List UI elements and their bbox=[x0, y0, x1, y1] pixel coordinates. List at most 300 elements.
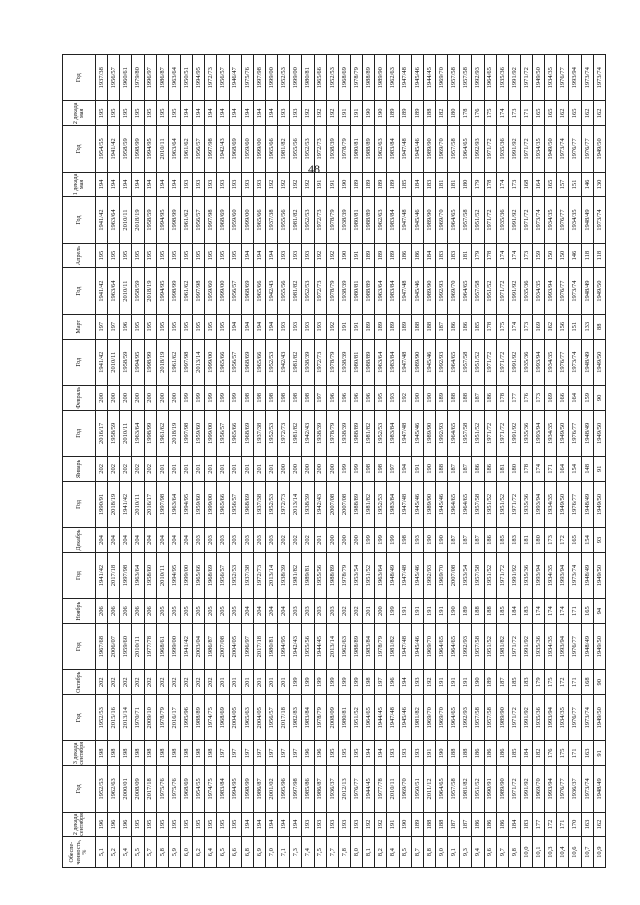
table-cell: 1944/45 bbox=[363, 766, 375, 812]
table-cell: 1961/62 bbox=[156, 410, 168, 456]
table-cell: 2004/05 bbox=[229, 695, 241, 741]
table-cell: 201 bbox=[363, 599, 375, 624]
table-cell: 2017/18 bbox=[278, 695, 290, 741]
table-cell: 1969/70 bbox=[423, 695, 435, 741]
table-cell: 191 bbox=[350, 243, 362, 268]
table-cell: 1985/86 bbox=[302, 766, 314, 812]
table-cell: 1989/81 bbox=[302, 552, 314, 598]
table-cell: 188 bbox=[411, 314, 423, 339]
table-cell: 1949/50 bbox=[593, 268, 605, 314]
table-cell: 194 bbox=[156, 172, 168, 197]
table-cell: 1934/35 bbox=[545, 339, 557, 385]
table-cell: 188 bbox=[435, 812, 447, 837]
table-cell: 182 bbox=[435, 101, 447, 126]
table-cell: 194 bbox=[241, 812, 253, 837]
table-cell: 195 bbox=[96, 101, 108, 126]
table-cell: 193 bbox=[314, 314, 326, 339]
table-cell: 174 bbox=[496, 172, 508, 197]
table-row bbox=[520, 55, 532, 868]
table-cell: 174 bbox=[496, 101, 508, 126]
table-cell: 2016/17 bbox=[168, 695, 180, 741]
table-cell: 6,4 bbox=[205, 837, 217, 868]
table-cell: 200 bbox=[338, 528, 350, 553]
table-cell: 1971/72 bbox=[484, 339, 496, 385]
table-cell: 1959/60 bbox=[241, 126, 253, 172]
table-cell: 165 bbox=[545, 101, 557, 126]
table-row bbox=[326, 55, 338, 868]
table-cell: 1981/82 bbox=[290, 410, 302, 456]
table-cell: 1949/50 bbox=[545, 126, 557, 172]
table-cell: 199 bbox=[387, 599, 399, 624]
table-cell: 2017/18 bbox=[253, 624, 265, 670]
table-cell: 1995/96 bbox=[278, 766, 290, 812]
table-cell: 1980/81 bbox=[350, 339, 362, 385]
table-cell: 1968/69 bbox=[180, 766, 192, 812]
table-cell: 1981/82 bbox=[460, 766, 472, 812]
table-cell: 186 bbox=[460, 314, 472, 339]
table-cell: 200 bbox=[326, 528, 338, 553]
table-cell: 8,7 bbox=[411, 837, 423, 868]
table-cell: 183 bbox=[520, 812, 532, 837]
table-cell: 1972/73 bbox=[278, 481, 290, 527]
table-cell: 190 bbox=[363, 101, 375, 126]
table-cell: 191 bbox=[338, 101, 350, 126]
table-cell: 165 bbox=[533, 101, 545, 126]
table-cell: 1958/59 bbox=[144, 197, 156, 243]
table-cell: 195 bbox=[375, 385, 387, 410]
table-cell: 2008/09 bbox=[132, 766, 144, 812]
table-cell: 202 bbox=[108, 457, 120, 482]
table-cell: 7,4 bbox=[302, 837, 314, 868]
table-cell: 1952/53 bbox=[96, 695, 108, 741]
table-cell: 1969/70 bbox=[423, 624, 435, 670]
table-cell: 2013/14 bbox=[326, 624, 338, 670]
table-row bbox=[132, 55, 144, 868]
table-cell: 2010/11 bbox=[132, 481, 144, 527]
table-cell: 201 bbox=[168, 457, 180, 482]
table-row bbox=[533, 55, 545, 868]
table-cell: 189 bbox=[387, 314, 399, 339]
table-cell: 187 bbox=[435, 314, 447, 339]
table-cell: 1968/69 bbox=[217, 695, 229, 741]
table-cell: 1988/89 bbox=[326, 552, 338, 598]
table-cell: 1954/55 bbox=[193, 766, 205, 812]
table-cell: 1973/74 bbox=[569, 552, 581, 598]
table-cell: 146 bbox=[581, 172, 593, 197]
table-cell: 178 bbox=[484, 314, 496, 339]
table-cell: 195 bbox=[168, 812, 180, 837]
column-header: Год bbox=[63, 339, 96, 385]
table-cell: 1952/53 bbox=[326, 55, 338, 101]
table-cell: 171 bbox=[569, 741, 581, 766]
table-cell: 1948/49 bbox=[581, 197, 593, 243]
table-cell: 1948/49 bbox=[581, 339, 593, 385]
table-cell: 1938/39 bbox=[326, 126, 338, 172]
table-cell: 188 bbox=[460, 741, 472, 766]
table-cell: 1964/65 bbox=[435, 624, 447, 670]
table-cell: 1945/46 bbox=[399, 695, 411, 741]
table-body bbox=[96, 55, 606, 868]
table-cell: 205 bbox=[193, 599, 205, 624]
table-cell: 193 bbox=[229, 172, 241, 197]
table-cell: 1989/90 bbox=[496, 766, 508, 812]
table-cell: 10,3 bbox=[545, 837, 557, 868]
table-cell: 202 bbox=[302, 528, 314, 553]
table-cell: 162 bbox=[593, 101, 605, 126]
table-cell: 201 bbox=[265, 670, 277, 695]
table-cell: 200 bbox=[108, 385, 120, 410]
table-cell: 1976/77 bbox=[557, 339, 569, 385]
table-cell: 199 bbox=[180, 385, 192, 410]
table-cell: 202 bbox=[350, 599, 362, 624]
table-cell: 186 bbox=[472, 457, 484, 482]
table-cell: 191 bbox=[423, 599, 435, 624]
table-cell: 180 bbox=[533, 528, 545, 553]
table-cell: 1963/64 bbox=[168, 126, 180, 172]
table-cell: 199 bbox=[205, 385, 217, 410]
table-cell: 1942/43 bbox=[278, 339, 290, 385]
table-cell: 1962/63 bbox=[375, 126, 387, 172]
column-header: Март bbox=[63, 314, 96, 339]
table-cell: 189 bbox=[363, 243, 375, 268]
table-cell: 1981/82 bbox=[290, 268, 302, 314]
table-cell: 1957/58 bbox=[460, 339, 472, 385]
table-cell: 1964/65 bbox=[484, 55, 496, 101]
table-cell: 1983/84 bbox=[387, 339, 399, 385]
table-cell: 1954/55 bbox=[96, 126, 108, 172]
table-cell: 1965/66 bbox=[253, 268, 265, 314]
table-cell: 8,5 bbox=[399, 837, 411, 868]
table-cell: 1963/64 bbox=[108, 268, 120, 314]
table-cell: 1951/52 bbox=[472, 197, 484, 243]
table-cell: 198 bbox=[132, 741, 144, 766]
table-cell: 195 bbox=[180, 314, 192, 339]
table-cell: 1935/36 bbox=[533, 695, 545, 741]
table-cell: 199 bbox=[326, 670, 338, 695]
table-cell: 1973/74 bbox=[581, 766, 593, 812]
table-cell: 1967/68 bbox=[96, 624, 108, 670]
table-cell: 192 bbox=[363, 812, 375, 837]
table-cell: 1944/45 bbox=[375, 695, 387, 741]
table-cell: 1956/57 bbox=[229, 481, 241, 527]
table-cell: 189 bbox=[363, 314, 375, 339]
table-cell: 9,7 bbox=[496, 837, 508, 868]
table-cell: 1981/82 bbox=[290, 552, 302, 598]
table-cell: 1949/50 bbox=[533, 55, 545, 101]
table-cell: 199 bbox=[314, 670, 326, 695]
table-cell: 1972/73 bbox=[314, 126, 326, 172]
table-cell: 181 bbox=[460, 243, 472, 268]
table-cell: 195 bbox=[156, 243, 168, 268]
table-cell: 1993/94 bbox=[557, 624, 569, 670]
table-cell: 1937/38 bbox=[253, 410, 265, 456]
column-header: Декабрь bbox=[63, 528, 96, 553]
table-cell: 1968/61 bbox=[156, 624, 168, 670]
table-cell: 6,8 bbox=[241, 837, 253, 868]
table-cell: 195 bbox=[168, 101, 180, 126]
table-cell: 204 bbox=[241, 599, 253, 624]
table-cell: 197 bbox=[96, 314, 108, 339]
table-cell: 1988/89 bbox=[363, 268, 375, 314]
table-row bbox=[363, 55, 375, 868]
table-cell: 202 bbox=[290, 528, 302, 553]
table-cell: 195 bbox=[180, 243, 192, 268]
table-cell: 1977/78 bbox=[375, 766, 387, 812]
table-cell: 1977/78 bbox=[144, 624, 156, 670]
table-cell: 1979/80 bbox=[132, 55, 144, 101]
table-cell: 194 bbox=[144, 172, 156, 197]
table-cell: 1957/58 bbox=[460, 410, 472, 456]
table-cell: 203 bbox=[265, 528, 277, 553]
table-cell: 1980/81 bbox=[350, 197, 362, 243]
table-cell: 1963/64 bbox=[375, 339, 387, 385]
table-cell: 1945/46 bbox=[411, 624, 423, 670]
table-cell: 1993/94 bbox=[569, 55, 581, 101]
table-cell: 2013/14 bbox=[265, 552, 277, 598]
table-cell: 2007/08 bbox=[448, 552, 460, 598]
table-cell: 180 bbox=[508, 457, 520, 482]
table-cell: 1991/92 bbox=[520, 695, 532, 741]
table-cell: 1934/35 bbox=[545, 552, 557, 598]
table-cell: 1964/65 bbox=[435, 766, 447, 812]
table-cell: 181 bbox=[520, 528, 532, 553]
table-cell: 1996/97 bbox=[144, 55, 156, 101]
table-cell: 1941/42 bbox=[120, 481, 132, 527]
table-cell: 183 bbox=[423, 172, 435, 197]
table-cell: 5,9 bbox=[168, 837, 180, 868]
table-cell: 1971/72 bbox=[496, 339, 508, 385]
table-cell: 1978/79 bbox=[326, 410, 338, 456]
table-cell: 202 bbox=[96, 670, 108, 695]
table-cell: 1941/42 bbox=[108, 126, 120, 172]
table-cell: 195 bbox=[132, 243, 144, 268]
table-cell: 176 bbox=[472, 101, 484, 126]
table-cell: 192 bbox=[302, 101, 314, 126]
table-cell: 198 bbox=[241, 385, 253, 410]
table-cell: 1952/53 bbox=[375, 481, 387, 527]
column-header: Год bbox=[63, 552, 96, 598]
table-row bbox=[168, 55, 180, 868]
table-cell: 172 bbox=[545, 812, 557, 837]
table-cell: 198 bbox=[375, 457, 387, 482]
table-cell: 197 bbox=[108, 314, 120, 339]
table-cell: 5,8 bbox=[156, 837, 168, 868]
table-cell: 1964/65 bbox=[448, 197, 460, 243]
column-header: Февраль bbox=[63, 385, 96, 410]
table-cell: 1991/92 bbox=[508, 55, 520, 101]
table-cell: 1941/42 bbox=[96, 339, 108, 385]
column-header: Год bbox=[63, 126, 96, 172]
table-cell: 190 bbox=[435, 741, 447, 766]
table-cell: 5,5 bbox=[132, 837, 144, 868]
table-cell: 198 bbox=[156, 741, 168, 766]
table-cell: 194 bbox=[193, 101, 205, 126]
table-cell: 194 bbox=[265, 812, 277, 837]
table-cell: 195 bbox=[120, 101, 132, 126]
table-cell: 1971/72 bbox=[520, 55, 532, 101]
table-cell: 175 bbox=[557, 741, 569, 766]
table-cell: 1969/70 bbox=[533, 766, 545, 812]
table-cell: 189 bbox=[484, 670, 496, 695]
table-cell: 1978/79 bbox=[326, 339, 338, 385]
table-cell: 1978/79 bbox=[375, 624, 387, 670]
table-cell: 181 bbox=[448, 172, 460, 197]
table-cell: 1999/00 bbox=[180, 552, 192, 598]
table-cell: 196 bbox=[363, 385, 375, 410]
table-cell: 206 bbox=[144, 599, 156, 624]
column-header: Год bbox=[63, 268, 96, 314]
table-cell: 1991/92 bbox=[520, 766, 532, 812]
table-cell: 1959/60 bbox=[205, 268, 217, 314]
table-cell: 1937/38 bbox=[253, 481, 265, 527]
table-cell: 1994/95 bbox=[193, 55, 205, 101]
table-cell: 2010/11 bbox=[108, 339, 120, 385]
table-cell: 193 bbox=[387, 385, 399, 410]
table-cell: 1945/46 bbox=[411, 197, 423, 243]
table-cell: 190 bbox=[435, 528, 447, 553]
table-cell: 190 bbox=[423, 385, 435, 410]
table-cell: 171 bbox=[557, 812, 569, 837]
table-cell: 1997/98 bbox=[253, 55, 265, 101]
table-cell: 201 bbox=[193, 457, 205, 482]
table-cell: 186 bbox=[472, 741, 484, 766]
table-cell: 204 bbox=[180, 528, 192, 553]
table-cell: 1973/74 bbox=[557, 126, 569, 172]
table-cell: 184 bbox=[508, 812, 520, 837]
table-row bbox=[460, 55, 472, 868]
table-cell: 195 bbox=[205, 812, 217, 837]
table-cell: 194 bbox=[253, 812, 265, 837]
table-cell: 164 bbox=[533, 172, 545, 197]
table-row bbox=[545, 55, 557, 868]
table-cell: 1978/79 bbox=[338, 126, 350, 172]
table-cell: 187 bbox=[460, 528, 472, 553]
table-cell: 197 bbox=[229, 741, 241, 766]
table-cell: 1994/95 bbox=[229, 766, 241, 812]
table-cell: 186 bbox=[411, 243, 423, 268]
table-cell: 1983/84 bbox=[387, 197, 399, 243]
table-cell: 1968/69 bbox=[338, 55, 350, 101]
table-cell: 2013/14 bbox=[193, 339, 205, 385]
table-cell: 171 bbox=[545, 457, 557, 482]
table-cell: 190 bbox=[448, 599, 460, 624]
table-cell: 194 bbox=[265, 314, 277, 339]
table-cell: 1978/79 bbox=[338, 552, 350, 598]
table-row bbox=[338, 55, 350, 868]
table-cell: 198 bbox=[302, 385, 314, 410]
table-cell: 201 bbox=[314, 528, 326, 553]
table-cell: 182 bbox=[533, 741, 545, 766]
table-cell: 1992/93 bbox=[472, 55, 484, 101]
table-cell: 199 bbox=[338, 670, 350, 695]
table-cell: 1971/72 bbox=[496, 268, 508, 314]
table-cell: 1990/91 bbox=[96, 481, 108, 527]
table-cell: 185 bbox=[496, 599, 508, 624]
table-cell: 1955/56 bbox=[290, 126, 302, 172]
table-cell: 203 bbox=[241, 528, 253, 553]
table-row bbox=[156, 55, 168, 868]
column-header: Год bbox=[63, 766, 96, 812]
table-cell: 202 bbox=[168, 670, 180, 695]
table-cell: 1935/36 bbox=[496, 126, 508, 172]
table-cell: 1938/39 bbox=[302, 339, 314, 385]
table-cell: 194 bbox=[180, 101, 192, 126]
table-cell: 1963/64 bbox=[375, 552, 387, 598]
table-row bbox=[496, 55, 508, 868]
page-number: 48 bbox=[308, 162, 320, 176]
table-cell: 1978/79 bbox=[314, 695, 326, 741]
table-cell: 1997/98 bbox=[193, 268, 205, 314]
table-cell: 192 bbox=[265, 172, 277, 197]
table-cell: 5,2 bbox=[108, 837, 120, 868]
table-cell: 1969/70 bbox=[435, 552, 447, 598]
table-cell: 8,1 bbox=[363, 837, 375, 868]
table-cell: 198 bbox=[108, 741, 120, 766]
table-cell: 173 bbox=[545, 528, 557, 553]
table-cell: 191 bbox=[399, 599, 411, 624]
table-cell: 195 bbox=[326, 741, 338, 766]
table-cell: 191 bbox=[387, 812, 399, 837]
table-cell: 188 bbox=[448, 741, 460, 766]
table-row bbox=[581, 55, 593, 868]
table-cell: 1972/73 bbox=[314, 197, 326, 243]
table-cell: 1952/53 bbox=[96, 766, 108, 812]
table-cell: 1964/65 bbox=[460, 126, 472, 172]
table-cell: 204 bbox=[278, 599, 290, 624]
table-cell: 193 bbox=[314, 812, 326, 837]
table-cell: 1999/00 bbox=[265, 55, 277, 101]
table-cell: 1936/37 bbox=[569, 766, 581, 812]
table-cell: 2013/14 bbox=[120, 695, 132, 741]
table-cell: 164 bbox=[557, 457, 569, 482]
table-cell: 180 bbox=[460, 172, 472, 197]
table-cell: 193 bbox=[338, 812, 350, 837]
table-cell: 1947/48 bbox=[399, 552, 411, 598]
table-cell: 194 bbox=[265, 101, 277, 126]
table-cell: 1949/50 bbox=[593, 339, 605, 385]
table-cell: 1969/70 bbox=[399, 766, 411, 812]
table-cell: 1973/74 bbox=[593, 197, 605, 243]
table-cell: 189 bbox=[375, 314, 387, 339]
table-cell: 196 bbox=[326, 385, 338, 410]
table-cell: 1953/54 bbox=[350, 552, 362, 598]
table-cell: 1995/96 bbox=[180, 695, 192, 741]
table-cell: 1955/56 bbox=[314, 552, 326, 598]
table-cell: 1941/42 bbox=[96, 268, 108, 314]
table-cell: 1989/90 bbox=[423, 126, 435, 172]
table-cell: 1957/58 bbox=[448, 55, 460, 101]
table-cell: 1953/54 bbox=[460, 552, 472, 598]
table-cell: 176 bbox=[520, 385, 532, 410]
table-cell: 201 bbox=[278, 670, 290, 695]
table-cell: 1980/81 bbox=[302, 55, 314, 101]
table-cell: 1992/93 bbox=[472, 126, 484, 172]
table-cell: 193 bbox=[278, 243, 290, 268]
table-cell: 202 bbox=[144, 457, 156, 482]
table-row bbox=[265, 55, 277, 868]
table-cell: 1971/72 bbox=[520, 197, 532, 243]
table-cell: 1942/43 bbox=[265, 268, 277, 314]
table-cell: 2000/01 bbox=[120, 766, 132, 812]
table-cell: 194 bbox=[399, 457, 411, 482]
table-cell: 195 bbox=[108, 243, 120, 268]
table-cell: 199 bbox=[217, 385, 229, 410]
table-cell: 169 bbox=[533, 314, 545, 339]
table-cell: 204 bbox=[96, 528, 108, 553]
table-cell: 186 bbox=[496, 812, 508, 837]
table-cell: 1991/92 bbox=[508, 126, 520, 172]
table-cell: 162 bbox=[545, 314, 557, 339]
